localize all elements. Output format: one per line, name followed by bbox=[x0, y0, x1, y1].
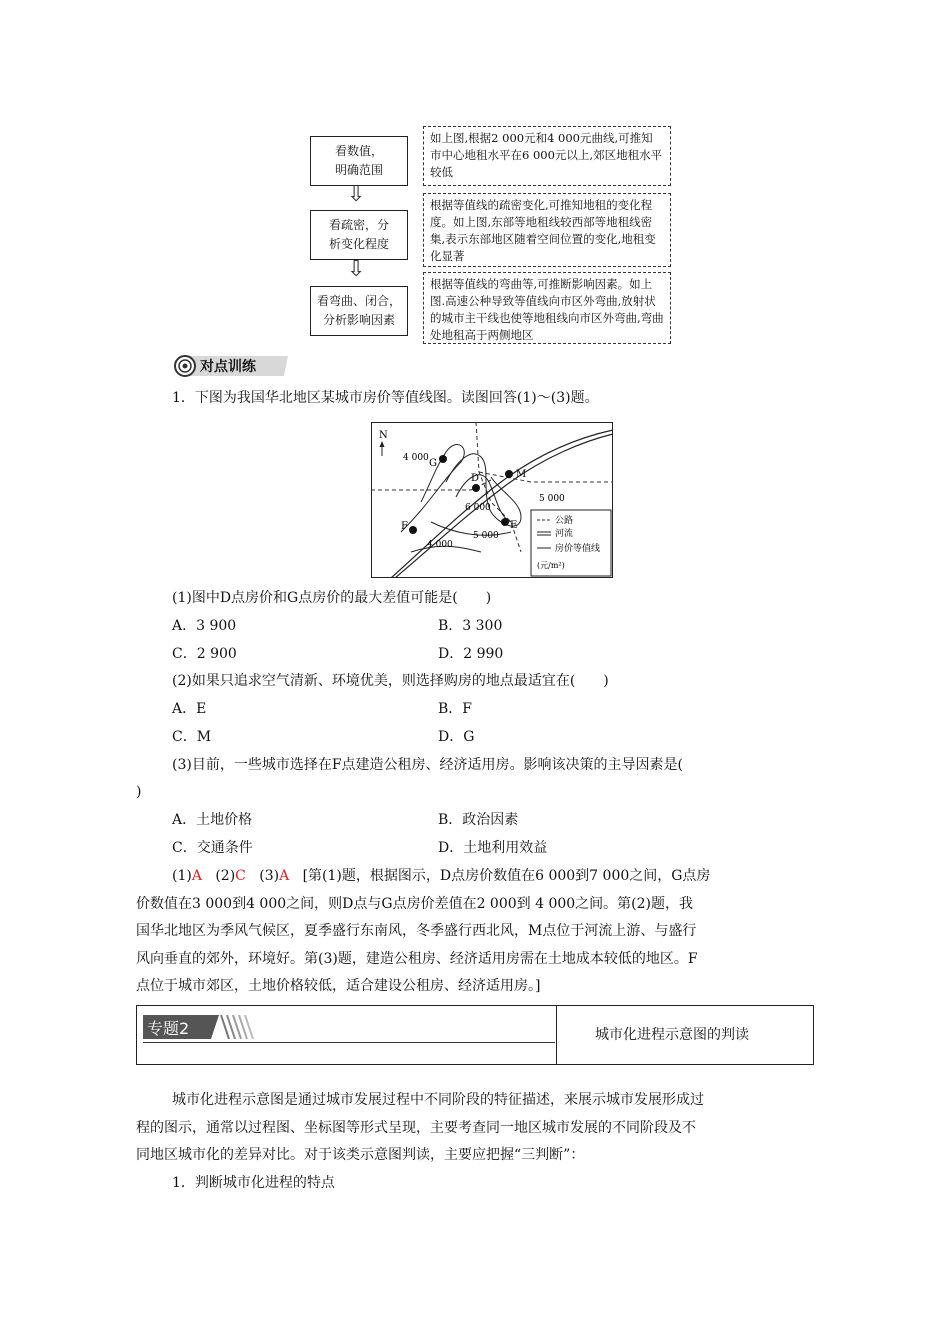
point-label: M bbox=[516, 469, 527, 480]
legend-contour: 房价等值线 bbox=[555, 544, 601, 554]
flow-step-1: 看数值， 明确范围 bbox=[310, 136, 408, 186]
topic-title: 城市化进程示意图的判读 bbox=[595, 1027, 749, 1043]
contour-label: 6 000 bbox=[465, 503, 491, 513]
house-price-map bbox=[371, 422, 613, 578]
legend-unit: (元/m²) bbox=[537, 561, 565, 570]
point-label: G bbox=[429, 458, 437, 469]
q2-stem: (2)如果只追求空气清新、环境优美，则选择购房的地点最适宜在( ) bbox=[172, 673, 609, 689]
body-item-1: 1．判断城市化进程的特点 bbox=[172, 1175, 335, 1191]
q2-option-a: A．E bbox=[172, 701, 207, 717]
explanation-line: 风向垂直的郊外，环境好。第(3)题，建造公租房、经济适用房需在土地成本较低的地区。F bbox=[136, 951, 698, 967]
q2-option-c: C．M bbox=[172, 729, 212, 745]
answer-3-label: (3) bbox=[259, 868, 280, 884]
down-arrow-icon: ⇩ bbox=[347, 182, 366, 207]
body-line: 同地区城市化的差异对比。对于该类示意图判读，主要应把握“三判断”： bbox=[136, 1147, 585, 1163]
explanation-line: 国华北地区为季风气候区，夏季盛行东南风，冬季盛行西北风，M点位于河流上游、与盛行 bbox=[136, 923, 697, 939]
flow-step-2: 看疏密，分 析变化程度 bbox=[310, 210, 408, 260]
q1-option-d: D．2 990 bbox=[438, 646, 504, 662]
answer-3: A bbox=[279, 868, 290, 884]
explanation-line: [第(1)题，根据图示，D点房价数值在6 000到7 000之间，G点房 bbox=[302, 868, 711, 884]
point-label: E bbox=[510, 520, 518, 531]
q3-stem: (3)目前，一些城市选择在F点建造公租房、经济适用房。影响该决策的主导因素是( bbox=[172, 757, 684, 773]
q1-option-b: B．3 300 bbox=[438, 618, 503, 634]
q2-option-d: D．G bbox=[438, 729, 475, 745]
practice-badge bbox=[172, 354, 288, 378]
contour-label: 5 000 bbox=[473, 531, 499, 541]
explanation-line: 价数值在3 000到4 000之间，则D点与G点房价差值在2 000到 4 000之间。第(2)题，我 bbox=[136, 896, 694, 912]
answer-1-label: (1) bbox=[172, 868, 192, 884]
flow-note-2: 根据等值线的疏密变化,可推知地租的变化程度。如上图,东部等地租线较西部等地租线密集,表示东部地区随着空间位置的变化,地租变化显著 bbox=[423, 193, 671, 267]
q3-stem-end: ) bbox=[136, 784, 142, 800]
q3-option-c: C．交通条件 bbox=[172, 840, 253, 856]
body-line: 程的图示，通常以过程图、坐标图等形式呈现，主要考查同一地区城市发展的不同阶段及不 bbox=[136, 1120, 696, 1136]
topic-badge: 专题2 bbox=[147, 1019, 190, 1038]
flow-note-1: 如上图,根据2 000元和4 000元曲线,可推知市中心地租水平在6 000元以上,郊区地租水平较低 bbox=[423, 126, 671, 186]
q3-option-b: B．政治因素 bbox=[438, 812, 519, 828]
answer-2: C bbox=[235, 868, 246, 884]
down-arrow-icon: ⇩ bbox=[347, 257, 366, 282]
answer-line-1 bbox=[172, 866, 710, 886]
question-intro: 1．下图为我国华北地区某城市房价等值线图。读图回答(1)～(3)题。 bbox=[172, 390, 599, 406]
contour-label: 5 000 bbox=[539, 494, 565, 504]
flow-note-3: 根据等值线的弯曲等,可推断影响因素。如上图.高速公种导致等值线向市区外弯曲,放射状的城市主干线也使等地租线向市区外弯曲,弯曲处地租高于两侧地区 bbox=[423, 272, 671, 344]
q1-option-c: C．2 900 bbox=[172, 646, 237, 662]
contour-label: 4 000 bbox=[403, 453, 429, 463]
q3-option-d: D．土地利用效益 bbox=[438, 840, 548, 856]
legend-road: 公路 bbox=[555, 516, 574, 526]
q1-stem: (1)图中D点房价和G点房价的最大差值可能是( ) bbox=[172, 590, 492, 606]
point-label: F bbox=[401, 521, 408, 532]
q2-option-b: B．F bbox=[438, 701, 473, 717]
contour-label: 4 000 bbox=[427, 540, 453, 550]
q1-option-a: A．3 900 bbox=[172, 618, 237, 634]
badge-label: 对点训练 bbox=[200, 359, 256, 375]
topic-header bbox=[136, 1005, 814, 1065]
flow-step-3: 看弯曲、闭合， 分析影响因素 bbox=[310, 286, 408, 336]
explanation-line: 点位于城市郊区，土地价格较低，适合建设公租房、经济适用房。] bbox=[136, 978, 541, 994]
answer-1: A bbox=[191, 868, 202, 884]
point-label: D bbox=[471, 473, 480, 484]
body-line: 城市化进程示意图是通过城市发展过程中不同阶段的特征描述，来展示城市发展形成过 bbox=[172, 1092, 704, 1108]
legend-river: 河流 bbox=[555, 529, 574, 539]
answer-2-label: (2) bbox=[215, 868, 236, 884]
q3-option-a: A．土地价格 bbox=[172, 812, 253, 828]
north-label: N bbox=[379, 430, 388, 441]
